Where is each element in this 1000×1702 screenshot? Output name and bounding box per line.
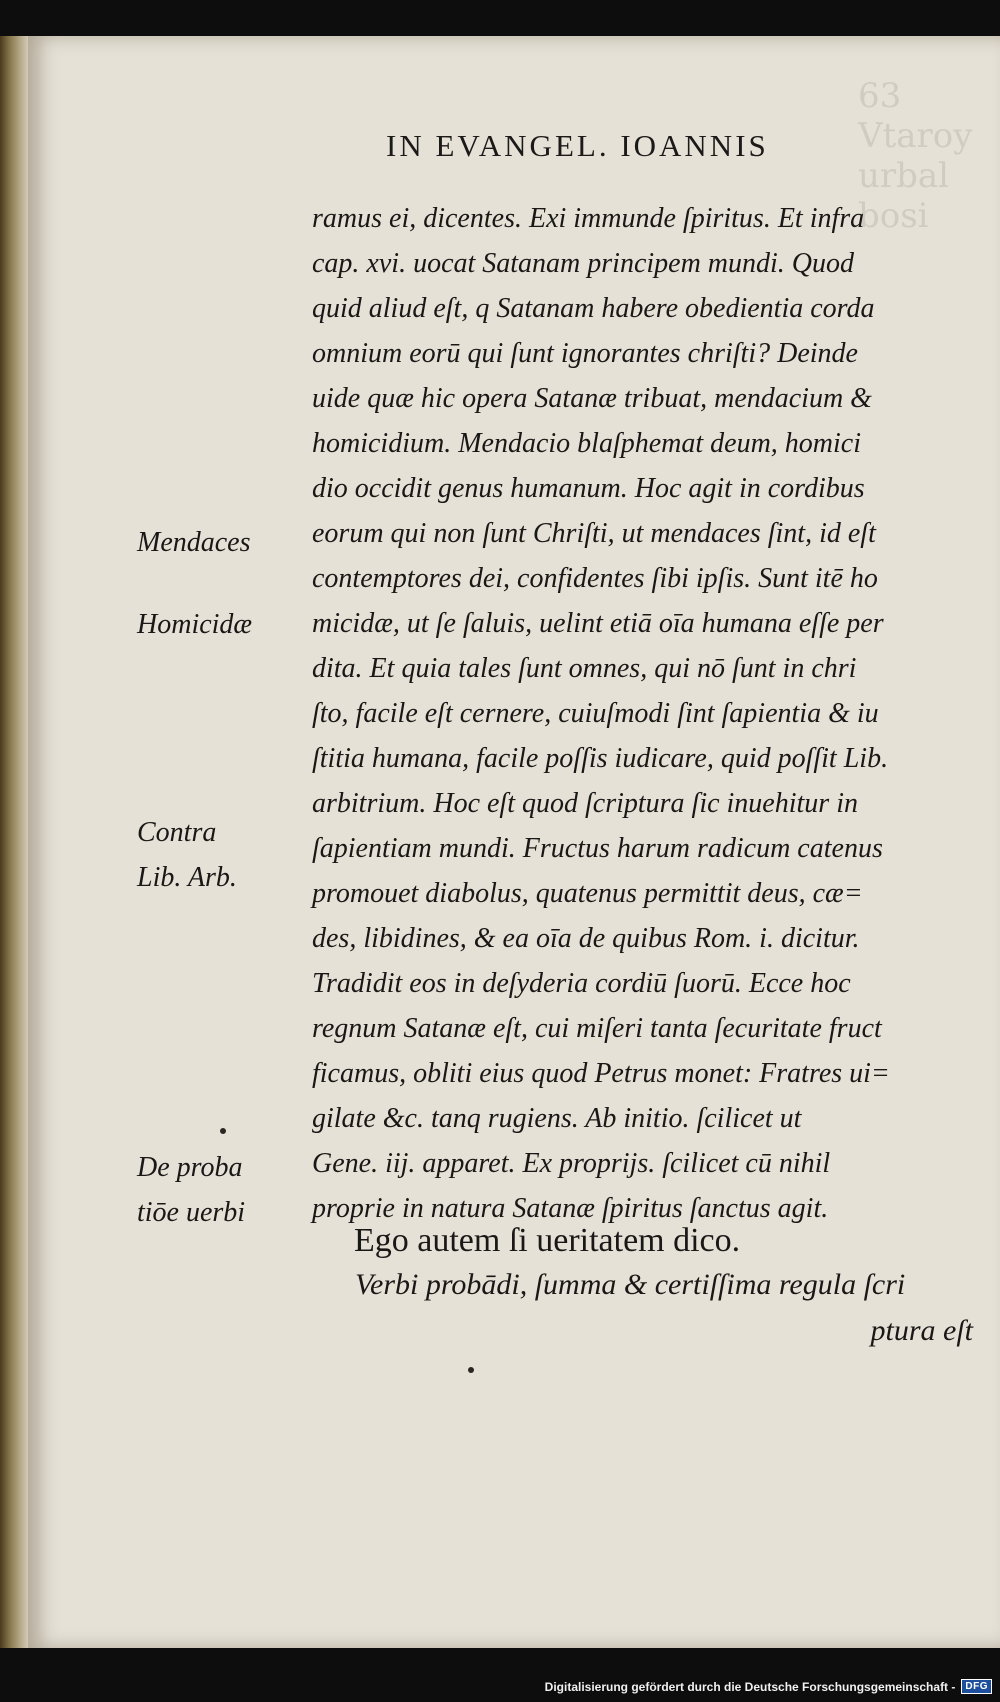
text-line: Tradidit eos in deſyderia cordiū ſuorū. Ecce hoc	[312, 968, 851, 999]
closing-text-block	[355, 1262, 975, 1354]
margin-note-line: De proba	[137, 1152, 243, 1183]
scan-bottom-band	[0, 1648, 1000, 1702]
text-line: ſto, facile eſt cernere, cuiuſmodi ſint ſapientia & iu	[312, 698, 879, 729]
text-line: regnum Satanæ eſt, cui miſeri tanta ſecuritate fruct	[312, 1013, 882, 1044]
text-line: quid aliud eſt, q Satanam habere obedientia corda	[312, 293, 875, 324]
margin-note-line: Contra	[137, 817, 217, 848]
text-line: ſapientiam mundi. Fructus harum radicum catenus	[312, 833, 883, 864]
text-line: micidæ, ut ſe ſaluis, uelint etiā oīa humana eſſe per	[312, 608, 884, 639]
margin-note-mendaces	[137, 520, 251, 565]
ink-speck	[468, 1367, 474, 1373]
text-line: des, libidines, & ea oīa de quibus Rom. i. dicitur.	[312, 923, 860, 954]
text-line: homicidium. Mendacio blaſphemat deum, homici	[312, 428, 862, 459]
margin-note-line: Mendaces	[137, 527, 251, 558]
text-line: omnium eorū qui ſunt ignorantes chriſti? Deinde	[312, 338, 858, 369]
text-line: ficamus, obliti eius quod Petrus monet: Fratres ui=	[312, 1058, 890, 1089]
text-line: contemptores dei, confidentes ſibi ipſis. Sunt itē ho	[312, 563, 878, 594]
digitization-credit	[545, 1679, 992, 1694]
text-line: cap. xvi. uocat Satanam principem mundi. Quod	[312, 248, 855, 279]
show-through-line: bosi	[858, 196, 929, 236]
text-line: proprie in natura Satanæ ſpiritus ſanctus agit.	[312, 1193, 829, 1224]
text-line: ramus ei, dicentes. Exi immunde ſpiritus. Et infra	[312, 203, 865, 234]
running-head: IN EVANGEL. IOANNIS	[386, 128, 769, 163]
text-line: ſtitia humana, facile poſſis iudicare, quid poſſit Lib.	[312, 743, 889, 774]
book-binding-gutter	[0, 36, 30, 1648]
text-line: Verbi probādi, ſumma & certiſſima regula ſcri	[355, 1268, 906, 1301]
dfg-logo: DFG	[961, 1679, 992, 1694]
text-line: dita. Et quia tales ſunt omnes, qui nō ſunt in chri	[312, 653, 857, 684]
lemma-heading: Ego autem ſi ueritatem dico.	[354, 1222, 741, 1259]
credit-text: Digitalisierung gefördert durch die Deutsche Forschungsgemeinschaft -	[544, 1679, 956, 1694]
margin-note-homicidae	[137, 602, 252, 647]
text-line: uide quæ hic opera Satanæ tribuat, mendacium &	[312, 383, 872, 414]
text-line: dio occidit genus humanum. Hoc agit in cordibus	[312, 473, 865, 504]
text-line: promouet diabolus, quatenus permittit deus, cæ=	[312, 878, 863, 909]
margin-note-contra-lib-arb	[137, 810, 237, 900]
text-line: arbitrium. Hoc eſt quod ſcriptura ſic inuehitur in	[312, 788, 858, 819]
text-line: Gene. iij. apparet. Ex proprijs. ſcilicet cū nihil	[312, 1148, 831, 1179]
margin-note-line: tiōe uerbi	[137, 1197, 246, 1228]
ink-speck	[220, 1128, 226, 1134]
show-through-line: Vtaroy	[858, 116, 973, 156]
margin-note-de-probatione	[137, 1145, 245, 1235]
text-line: eorum qui non ſunt Chriſti, ut mendaces ſint, id eſt	[312, 518, 876, 549]
text-line: gilate &c. tanq rugiens. Ab initio. ſcilicet ut	[312, 1103, 802, 1134]
main-text-block	[312, 196, 972, 1231]
show-through-line: 63	[858, 76, 902, 116]
margin-note-line: Homicidæ	[137, 609, 253, 640]
margin-note-line: Lib. Arb.	[137, 862, 237, 893]
catchword-line: ptura eſt	[870, 1314, 973, 1347]
show-through-line: urbal	[858, 156, 950, 196]
